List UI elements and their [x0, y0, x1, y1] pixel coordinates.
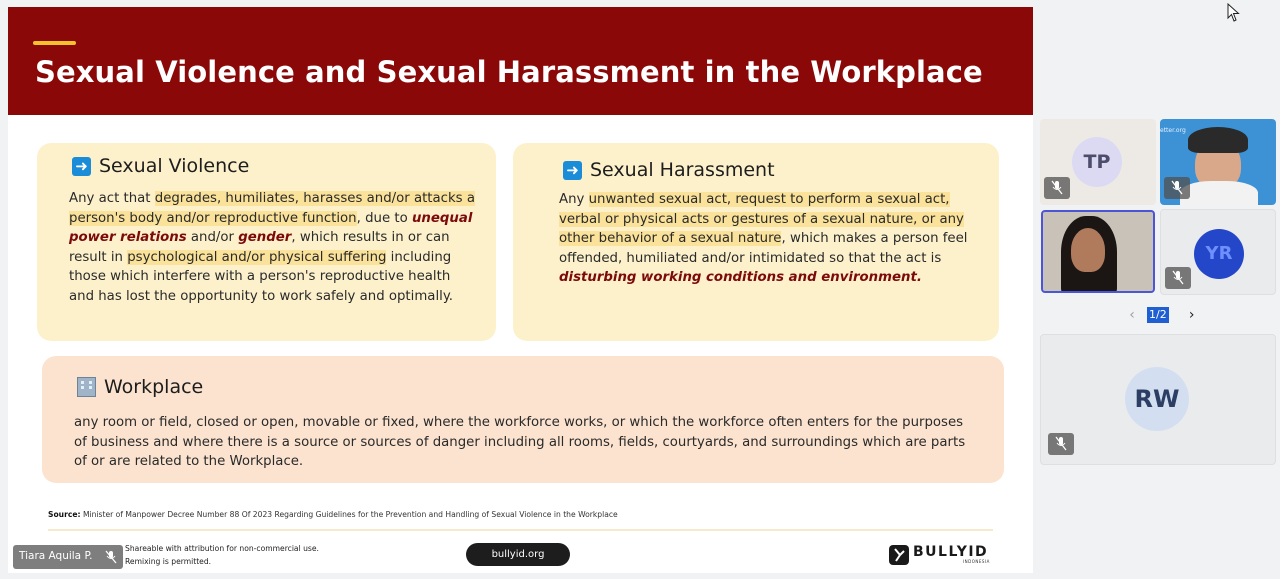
bullyid-logo-text: BULLYID [913, 544, 989, 560]
highlighted-text: psychological and/or physical suffering [127, 249, 387, 265]
bullyid-logo-icon [888, 544, 910, 566]
sexual-violence-heading-text: Sexual Violence [99, 155, 250, 177]
sexual-harassment-heading-text: Sexual Harassment [590, 159, 775, 181]
shared-slide [8, 7, 1033, 573]
microphone-muted-icon [1054, 436, 1068, 452]
text-run: , which results in or can result in [69, 230, 450, 265]
mic-status [1164, 177, 1190, 199]
participant-tile-rw[interactable] [1040, 334, 1276, 465]
chevron-left-icon[interactable]: ‹ [1129, 307, 1135, 323]
text-run: , due to [356, 210, 412, 226]
workplace-heading-text: Workplace [104, 376, 204, 398]
slide-title: Sexual Violence and Sexual Harassment in the Workplace [35, 55, 983, 89]
text-run: Any [559, 192, 589, 207]
microphone-muted-icon [105, 550, 117, 564]
bullyid-logo-subtext: INDONESIA [963, 559, 990, 564]
chevron-right-icon[interactable]: › [1188, 307, 1195, 323]
sexual-violence-card [37, 143, 496, 341]
arrow-right-icon: ➜ [72, 157, 91, 176]
text-run: Any act that [69, 191, 155, 206]
participant-tile-video-1[interactable] [1160, 119, 1276, 205]
website-pill: bullyid.org [466, 543, 570, 566]
mouse-cursor-icon [1227, 3, 1241, 23]
emphasis-text: unequal power relations [69, 210, 473, 246]
sexual-violence-text [69, 189, 479, 307]
license-line: Remixing is permitted. [125, 557, 212, 566]
source-text: Minister of Manpower Decree Number 88 Of 2023 Regarding Guidelines for the Prevention and Handling of Sexual Violence in the Workplace [82, 510, 618, 519]
video-background-text: etter.org [1160, 127, 1186, 134]
highlighted-text: unwanted sexual act, request to perform a sexual act, verbal or physical acts or gestures of a sexual nature, or any other behavior of a sexual nature [559, 192, 964, 247]
sexual-harassment-text [559, 190, 979, 288]
emphasis-text: disturbing working conditions and environment. [559, 270, 922, 286]
mic-status [1048, 433, 1074, 455]
license-line: Shareable with attribution for non-commercial use. [125, 544, 319, 553]
presenter-name: Tiara Aquila P. [19, 550, 93, 562]
microphone-muted-icon [1170, 180, 1184, 196]
footer-divider [48, 529, 993, 531]
license-note [125, 542, 319, 568]
participant-video-face [1071, 228, 1105, 272]
microphone-muted-icon [1050, 180, 1064, 196]
avatar: RW [1125, 367, 1189, 431]
text-run: and/or [186, 230, 239, 246]
microphone-muted-icon [1171, 270, 1185, 286]
sexual-harassment-heading [563, 159, 775, 181]
page-indicator: 1/2 [1149, 308, 1167, 321]
mic-status [1044, 177, 1070, 199]
emphasis-text: gender [238, 230, 292, 246]
participant-video-hair [1188, 127, 1248, 153]
title-accent-bar [33, 41, 76, 45]
source-label: Source: [48, 510, 81, 519]
source-citation [48, 510, 618, 519]
workplace-card [42, 356, 1004, 483]
workplace-text: any room or field, closed or open, movable or fixed, where the workforce works, or which the workforce often enters for the purposes of business and where there is a source or sources of danger including all rooms, fields, courtyards, and surroundings which are parts of or are related to the Workplace. [74, 415, 966, 470]
workplace-heading [77, 376, 203, 398]
text-run: , which makes a person feel offended, humiliated and/or intimidated so that the act is [559, 231, 968, 266]
participant-tile-tp[interactable] [1040, 119, 1156, 205]
avatar: TP [1072, 137, 1122, 187]
office-building-icon [77, 377, 96, 397]
participant-tile-yr[interactable] [1160, 209, 1276, 295]
text-run: including those which interfere with a person's reproductive health and has lost the opportunity to work safely and optimally. [69, 249, 454, 304]
arrow-right-icon: ➜ [563, 161, 582, 180]
presenter-name-tag [13, 545, 123, 569]
sexual-harassment-card [513, 143, 999, 341]
sexual-violence-heading [72, 155, 249, 177]
avatar: YR [1194, 229, 1244, 279]
participant-video-body [1180, 181, 1258, 205]
mic-status [1165, 267, 1191, 289]
participant-tile-active-speaker[interactable] [1041, 210, 1155, 293]
participant-pager [1125, 306, 1199, 324]
highlighted-text: degrades, humiliates, harasses and/or attacks a person's body and/or reproductive function [69, 191, 475, 226]
slide-header [8, 7, 1033, 115]
